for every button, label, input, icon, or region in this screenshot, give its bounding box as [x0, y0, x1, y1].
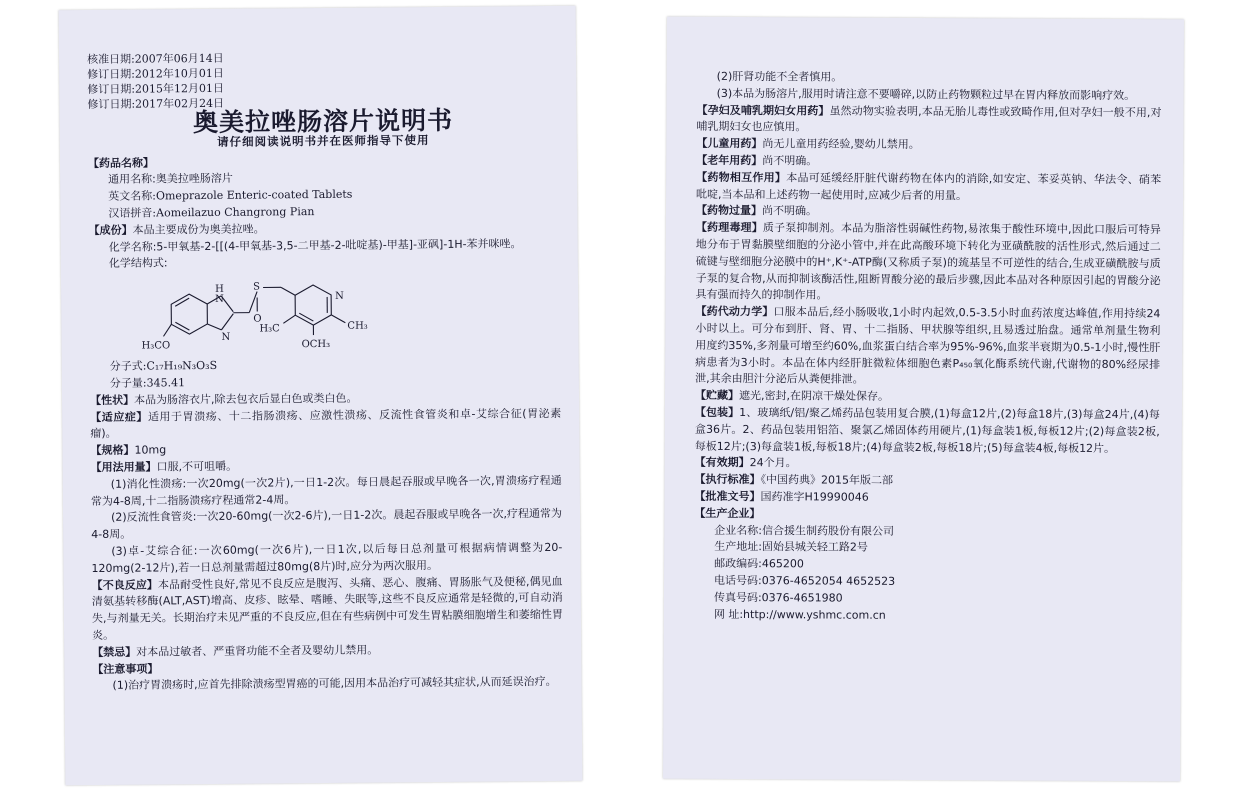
- revision-date-3: 修订日期:2017年02月24日: [87, 96, 225, 112]
- struct-n-label-top: N: [215, 294, 224, 306]
- molecular-weight: 分子量:345.41: [109, 376, 186, 390]
- spec-text: 10mg: [134, 443, 167, 457]
- fax-number: 传真号码:0376-4651980: [713, 590, 843, 605]
- struct-o-label: O: [253, 313, 262, 325]
- struct-n-label-bottom: N: [221, 331, 231, 344]
- child-tag: 【儿童用药】: [696, 136, 763, 151]
- manufacturer-tag: 【生产企业】: [694, 506, 761, 520]
- usage-item-1: (1)消化性溃疡:一次20mg(一次2片),一日1-2次。每日晨起吞服或早晚各一次,胃溃疡疗程通常为4-8周,十二指肠溃疡疗程通常2-4周。: [90, 473, 562, 508]
- approval-date: 核准日期:2007年06月14日: [87, 51, 224, 67]
- interaction-text: 本品可延缓经肝脏代谢药物在体内的消除,如安定、苯妥英钠、华法令、硝苯吡啶,当本品和上述药物一起使用时,应减少后者的用量。: [696, 171, 1162, 202]
- standard-text: 《中国药典》2015年版二部: [760, 473, 894, 487]
- elderly-tag: 【老年用药】: [696, 153, 763, 168]
- struct-s-label: S: [253, 281, 260, 293]
- child-text: 尚无儿童用药经验,婴幼儿禁用。: [762, 137, 920, 152]
- left-page-content: [87, 48, 564, 695]
- package-tag: 【包装】: [694, 405, 740, 419]
- right-page-content: [694, 69, 1162, 626]
- validity-tag: 【有效期】: [694, 456, 750, 470]
- manufacturer-name: 企业名称:信合援生制药股份有限公司: [714, 523, 895, 538]
- phone-number: 电话号码:0376-4652054 4652523: [714, 573, 896, 588]
- struct-ch3-label: CH₃: [347, 320, 368, 332]
- struct-h3c-label: H₃C: [259, 323, 280, 335]
- chemical-name: 化学名称:5-甲氧基-2-[[(4-甲氧基-3,5-二甲基-2-吡啶基)-甲基]-亚砜]-1H-苯并咪唑。: [108, 236, 522, 254]
- spec-tag: 【规格】: [90, 443, 135, 458]
- composition-tag: 【成份】: [88, 223, 133, 237]
- approval-number-text: 国药准字H19990046: [760, 490, 869, 504]
- pregnancy-text: 虽然动物实验表明,本品无胎儿毒性或致畸作用,但对孕妇一般不用,对哺乳期妇女也应慎用。: [696, 104, 1162, 134]
- adverse-tag: 【不良反应】: [91, 577, 158, 592]
- interaction-tag: 【药物相互作用】: [696, 170, 787, 185]
- caution-item-3: (3)本品为肠溶片,服用时请注意不要嚼碎,以防止药物颗粒过早在胃内释放而影响疗效。: [716, 86, 1136, 102]
- package-text: 1、玻璃纸/铝/聚乙烯药品包装用复合膜,(1)每盒12片,(2)每盒18片,(3)每盒24片,(4)每盒36片。2、药品包装用铝箔、聚氯乙烯固体药用硬片,(1)每盒装1板,每板12片;(2)每盒装2板,每板12片;(3)每盒装1板,每板18片;(4)每盒装2板,每板18片;(5)每盒装4板,每板12片。: [694, 405, 1160, 455]
- pharmacokinetics-tag: 【药代动力学】: [695, 304, 774, 319]
- right-leaflet-page: [663, 17, 1184, 782]
- approval-number-tag: 【批准文号】: [694, 489, 761, 504]
- validity-text: 24个月。: [749, 456, 797, 470]
- drug-name-header: 【药品名称】: [87, 156, 155, 170]
- struct-h3co-label: H₃CO: [141, 340, 171, 352]
- generic-name: 通用名称:奥美拉唑肠溶片: [108, 172, 233, 187]
- document-subtitle: 请仔细阅读说明书并在医师指导下使用: [216, 132, 430, 149]
- indication-tag: 【适应症】: [90, 410, 149, 424]
- indication-text: 适用于胃溃疡、十二指肠溃疡、应激性溃疡、反流性食管炎和卓-艾综合征(胃泌素瘤)。: [90, 406, 562, 441]
- overdose-text: 尚不明确。: [761, 204, 818, 218]
- overdose-tag: 【药物过量】: [695, 204, 763, 218]
- pinyin-name: 汉语拼音:Aomeilazuo Changrong Pian: [108, 205, 315, 220]
- contraindication-tag: 【禁忌】: [92, 645, 137, 659]
- composition-text: 本品主要成份为奥美拉唑。: [132, 222, 265, 237]
- contraindication-text: 对本品过敏者、严重肾功能不全者及婴幼儿禁用。: [136, 643, 379, 659]
- usage-item-2: (2)反流性食管炎:一次20-60mg(一次2-6片),一日1-2次。晨起吞服或早晚各一次,疗程通常为4-8周。: [91, 507, 563, 542]
- left-leaflet-page: [59, 6, 583, 785]
- pregnancy-tag: 【孕妇及哺乳期妇女用药】: [696, 103, 830, 118]
- revision-dates: [87, 48, 559, 112]
- standard-tag: 【执行标准】: [694, 472, 761, 487]
- usage-text: 口服,不可咀嚼。: [156, 459, 238, 474]
- struct-h-label: H: [215, 284, 224, 296]
- caution-tag: 【注意事项】: [92, 661, 159, 676]
- storage-text: 遮光,密封,在阴凉干燥处保存。: [738, 389, 890, 403]
- website-link[interactable]: 网 址:http://www.yshmc.com.cn: [713, 607, 886, 622]
- elderly-text: 尚不明确。: [762, 154, 818, 168]
- chemical-structure: [89, 271, 561, 355]
- appearance-text: 本品为肠溶衣片,除去包衣后显白色或类白色。: [133, 391, 358, 407]
- adverse-text: 本品耐受性良好,常见不良反应是腹泻、头痛、恶心、腹痛、胃肠胀气及便秘,偶见血清氨基转移酶(ALT,AST)增高、皮疹、眩晕、嗜睡、失眠等,这些不良反应通常是轻微的,可自动消失,与剂量无关。长期治疗未见严重的不良反应,但在有些病例中可发生胃粘膜细胞增生和萎缩性胃炎。: [91, 574, 563, 642]
- pyridine-ring: [295, 285, 331, 325]
- caution-item-2: (2)肝肾功能不全者慎用。: [716, 69, 843, 84]
- molecular-formula: 分子式:C₁₇H₁₉N₃O₃S: [109, 359, 218, 374]
- usage-tag: 【用法用量】: [90, 460, 157, 474]
- pharmacology-tag: 【药理毒理】: [695, 220, 763, 235]
- caution-item-1: (1)治疗胃溃疡时,应首先排除溃疡型胃癌的可能,因用本品治疗可减轻其症状,从而延误治疗。: [112, 675, 557, 693]
- struct-och3-label: OCH₃: [301, 339, 331, 351]
- pharmacokinetics-text: 口服本品后,经小肠吸收,1小时内起效,0.5-3.5小时血药浓度达峰值,作用持续24小时以上。可分布到肝、肾、胃、十二指肠、甲状腺等组织,且易透过胎盘。通常单剂量生物利用度约35%,多剂量可增至约60%,血浆蛋白结合率为95%-96%,血浆半衰期为0.5-1小时,慢性肝病患者为3小时。本品在体内经肝脏微粒体细胞色素P₄₅₀氧化酶系统代谢,代谢物的80%经尿排泄,其余由胆汁分泌后从粪便排泄。: [695, 305, 1161, 387]
- pharmacology-text: 质子泵抑制剂。本品为脂溶性弱碱性药物,易浓集于酸性环境中,因此口服后可特异地分布于胃黏膜壁细胞的分泌小管中,并在此高酸环境下转化为亚磺酰胺的活性形式,然后通过二硫键与壁细胞分泌膜中的H⁺,K⁺-ATP酶(又称质子泵)的巯基呈不可逆性的结合,生成亚磺酰胺与质子泵的复合物,从而抑制该酶活性,阻断胃酸分泌的最后步骤,因此本品对各种原因引起的胃酸分泌具有强而持久的抑制作用。: [695, 221, 1161, 302]
- struct-n-ring-label: N: [335, 290, 344, 303]
- structure-diagram: [141, 272, 450, 355]
- english-name: 英文名称:Omeprazole Enteric-coated Tablets: [108, 187, 353, 204]
- postal-code: 邮政编码:465200: [714, 557, 804, 571]
- structure-label: 化学结构式:: [108, 256, 168, 271]
- storage-tag: 【贮藏】: [694, 388, 740, 403]
- revision-date-1: 修订日期:2012年10月01日: [87, 66, 224, 82]
- revision-date-2: 修订日期:2015年12月01日: [87, 81, 225, 97]
- usage-item-3: (3)卓-艾综合征:一次60mg(一次6片),一日1次,以后每日总剂量可根据病情调整为20-120mg(2-12片),若一日总剂量需超过80mg(8片)时,应分为两次服用。: [91, 540, 563, 575]
- document-title: 奥美拉唑肠溶片说明书: [192, 105, 454, 138]
- benzene-ring: [171, 294, 207, 334]
- appearance-tag: 【性状】: [89, 393, 135, 407]
- manufacturer-address: 生产地址:固始县城关轻工路2号: [714, 540, 868, 555]
